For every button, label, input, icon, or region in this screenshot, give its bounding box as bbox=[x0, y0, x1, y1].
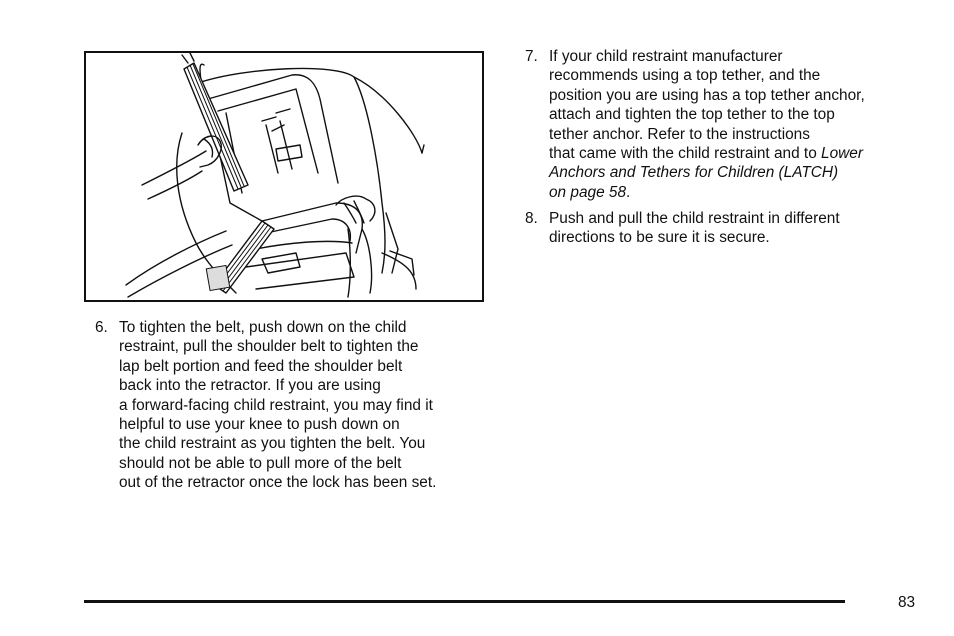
text-line bbox=[549, 183, 865, 202]
text-line: directions to be sure it is secure. bbox=[549, 229, 770, 247]
text-line: a forward-facing child restraint, you may find it bbox=[119, 396, 433, 414]
text-line: position you are using has a top tether anchor, bbox=[549, 86, 865, 104]
step-number: 7. bbox=[525, 48, 538, 65]
text-run: . bbox=[626, 183, 631, 201]
text-line: helpful to use your knee to push down on bbox=[119, 416, 400, 434]
step-text bbox=[549, 209, 840, 248]
step-text bbox=[549, 47, 865, 202]
text-line: tether anchor. Refer to the instructions bbox=[549, 125, 810, 143]
step-number: 8. bbox=[525, 210, 538, 227]
text-line: recommends using a top tether, and the bbox=[549, 67, 821, 85]
text-line: lap belt portion and feed the shoulder belt bbox=[119, 357, 403, 375]
text-line: should not be able to pull more of the belt bbox=[119, 454, 402, 472]
text-line bbox=[549, 163, 865, 182]
cross-reference: Lower bbox=[821, 145, 863, 163]
text-line: attach and tighten the top tether to the top bbox=[549, 106, 835, 124]
text-line: the child restraint as you tighten the belt. You bbox=[119, 435, 426, 453]
text-line: To tighten the belt, push down on the child bbox=[119, 319, 407, 336]
step-text bbox=[119, 318, 436, 493]
child-seat-belt-tightening-illustration bbox=[86, 53, 482, 300]
text-line bbox=[549, 144, 865, 163]
cross-reference: Anchors and Tethers for Children (LATCH) bbox=[549, 164, 839, 182]
cross-reference: on page 58 bbox=[549, 183, 627, 201]
text-line: out of the retractor once the lock has been set. bbox=[119, 474, 437, 492]
footer-rule bbox=[84, 600, 845, 603]
text-run: that came with the child restraint and to bbox=[549, 145, 822, 163]
text-line: Push and pull the child restraint in different bbox=[549, 210, 840, 227]
text-line: restraint, pull the shoulder belt to tighten the bbox=[119, 338, 419, 356]
text-line: If your child restraint manufacturer bbox=[549, 48, 783, 65]
text-line: back into the retractor. If you are using bbox=[119, 377, 381, 395]
page-number: 83 bbox=[898, 594, 916, 611]
belt-tightening-figure bbox=[84, 51, 484, 302]
step-number: 6. bbox=[95, 319, 108, 336]
